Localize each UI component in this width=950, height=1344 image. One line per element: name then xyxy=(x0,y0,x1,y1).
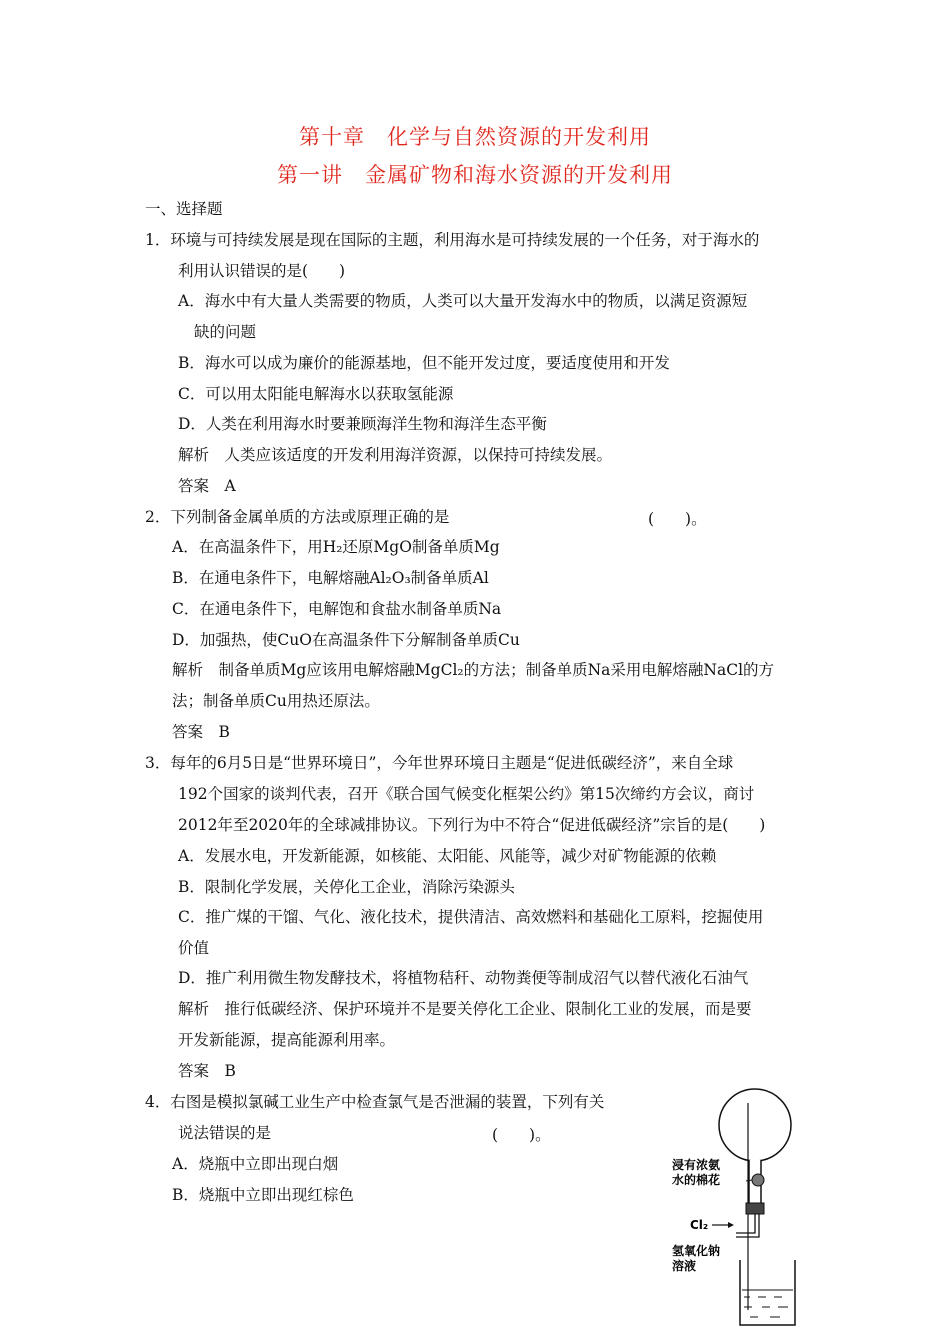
label-cotton-line2: 水的棉花 xyxy=(672,1173,721,1187)
q2-option-c: C．在通电条件下，电解饱和食盐水制备单质Na xyxy=(172,600,502,618)
q2-option-d: D．加强热，使CuO在高温条件下分解制备单质Cu xyxy=(172,631,520,649)
section-heading: 一、选择题 xyxy=(145,200,223,218)
q3-analysis-line1: 解析 推行低碳经济、保护环境并不是要关停化工企业、限制化工业的发展，而是要 xyxy=(178,1000,752,1018)
q2-answer: 答案 B xyxy=(172,723,230,741)
q3-stem-line1: 3．每年的6月5日是“世界环境日”，今年世界环境日主题是“促进低碳经济”，来自全球 xyxy=(145,754,734,772)
q3-stem-line2: 192个国家的谈判代表，召开《联合国气候变化框架公约》第15次缔约方会议，商讨 xyxy=(178,785,755,803)
q1-option-d: D．人类在利用海水时要兼顾海洋生物和海洋生态平衡 xyxy=(178,415,547,433)
q2-option-a: A．在高温条件下，用H₂还原MgO制备单质Mg xyxy=(172,538,500,556)
q2-option-b: B．在通电条件下，电解熔融Al₂O₃制备单质Al xyxy=(172,569,489,587)
q4-option-a: A．烧瓶中立即出现白烟 xyxy=(172,1155,339,1173)
q3-analysis-line2: 开发新能源，提高能源利用率。 xyxy=(178,1031,396,1049)
q4-answer-blank: ( )。 xyxy=(492,1126,551,1144)
cl2-inlet-tube xyxy=(736,1214,755,1233)
q2-stem: 2．下列制备金属单质的方法或原理正确的是 xyxy=(145,508,450,526)
q1-analysis: 解析 人类应该适度的开发利用海洋资源，以保持可持续发展。 xyxy=(178,446,613,464)
label-naoh-line2: 溶液 xyxy=(672,1259,697,1273)
cotton-ball xyxy=(752,1174,764,1186)
q1-option-a-line1: A．海水中有大量人类需要的物质，人类可以大量开发海水中的物质，以满足资源短 xyxy=(178,292,748,310)
q2-analysis-line2: 法；制备单质Cu用热还原法。 xyxy=(172,692,380,710)
q1-option-b: B．海水可以成为廉价的能源基地，但不能开发过度，要适度使用和开发 xyxy=(178,354,670,372)
q1-option-a-line2: 缺的问题 xyxy=(194,323,257,341)
q3-answer: 答案 B xyxy=(178,1062,236,1080)
flask-bulb xyxy=(719,1089,791,1161)
q1-stem-line2: 利用认识错误的是( ) xyxy=(178,262,346,280)
chapter-title: 第十章 化学与自然资源的开发利用 xyxy=(299,125,651,149)
q1-answer: 答案 A xyxy=(178,477,236,495)
label-cl2: Cl₂ xyxy=(690,1218,709,1232)
q3-stem-line3: 2012年至2020年的全球减排协议。下列行为中不符合“促进低碳经济”宗旨的是( ) xyxy=(178,816,766,834)
q4-stem-line2: 说法错误的是 xyxy=(178,1124,272,1142)
q4-stem-line1: 4．右图是模拟氯碱工业生产中检查氯气是否泄漏的装置，下列有关 xyxy=(145,1093,605,1111)
q2-answer-blank: ( )。 xyxy=(648,510,707,528)
q1-option-c: C．可以用太阳能电解海水以获取氢能源 xyxy=(178,385,454,403)
q3-option-a: A．发展水电，开发新能源，如核能、太阳能、风能等，减少对矿物能源的依赖 xyxy=(178,847,717,865)
label-naoh-line1: 氢氧化钠 xyxy=(672,1244,721,1258)
label-cotton-line1: 浸有浓氨 xyxy=(672,1158,721,1172)
q3-option-c-line1: C．推广煤的干馏、气化、液化技术，提供清洁、高效燃料和基础化工原料，挖掘使用 xyxy=(178,908,764,926)
q4-option-b: B．烧瓶中立即出现红棕色 xyxy=(172,1186,354,1204)
q3-option-c-line2: 价值 xyxy=(178,939,210,957)
lecture-title: 第一讲 金属矿物和海水资源的开发利用 xyxy=(277,163,673,187)
q3-option-d: D．推广利用微生物发酵技术，将植物秸秆、动物粪便等制成沼气以替代液化石油气 xyxy=(178,969,749,987)
q2-analysis-line1: 解析 制备单质Mg应该用电解熔融MgCl₂的方法；制备单质Na采用电解熔融NaCl的方 xyxy=(172,661,775,679)
q3-option-b: B．限制化学发展，关停化工企业，消除污染源头 xyxy=(178,878,515,896)
q1-stem-line1: 1．环境与可持续发展是现在国际的主题，利用海水是可持续发展的一个任务，对于海水的 xyxy=(145,231,760,249)
stopper xyxy=(746,1203,764,1214)
apparatus-diagram xyxy=(670,1085,820,1335)
